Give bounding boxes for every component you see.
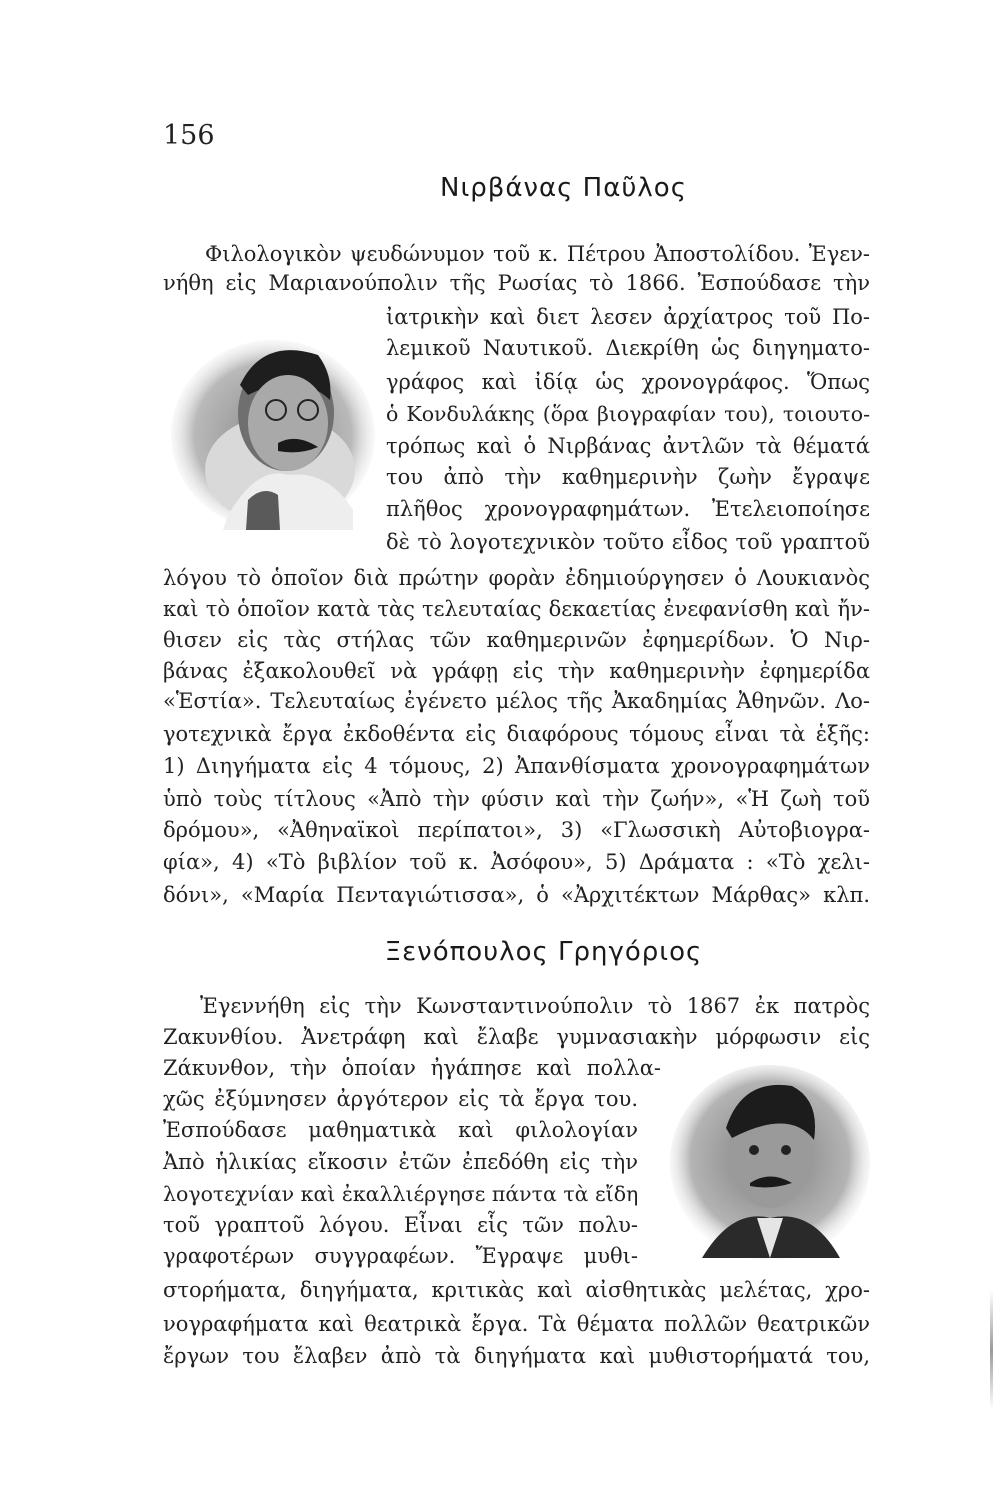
page-number: 156 <box>163 120 215 151</box>
paragraph-line: Ἀπὸ ἡλικίας εἴκοσιν ἐτῶν ἐπεδόθη εἰς τὴν <box>163 1150 638 1174</box>
portrait-nirvanas <box>168 325 378 535</box>
paragraph-line: δρόμου», «Ἀθηναϊκοὶ περίπατοι», 3) «Γλωσσικὴ Αὐτοβιογρα- <box>163 818 870 842</box>
paragraph-line: Ζάκυνθον, τὴν ὁποίαν ἠγάπησε καὶ πολλα- <box>163 1056 661 1080</box>
paragraph-line: βάνας ἐξακολουθεῖ νὰ γράφῃ εἰς τὴν καθημερινὴν ἐφημερίδα <box>163 659 870 683</box>
paragraph-line: λογοτεχνίαν καὶ ἐκαλλιέργησε πάντα τὰ εἴδη <box>163 1182 639 1206</box>
paragraph-line: νήθη εἰς Μαριανούπολιν τῆς Ρωσίας τὸ 1866. Ἐσπούδασε τὴν <box>163 271 870 295</box>
paragraph-line: ἰατρικὴν καὶ διετ λεσεν ἀρχίατρος τοῦ Πο- <box>386 305 870 329</box>
paragraph-line: λόγου τὸ ὁποῖον διὰ πρώτην φορὰν ἐδημιούργησεν ὁ Λουκιανὸς <box>163 566 870 590</box>
paragraph-line: γράφος καὶ ἰδίᾳ ὡς χρονογράφος. Ὅπως <box>386 370 870 394</box>
paragraph-line: 1) Διηγήματα εἰς 4 τόμους, 2) Ἀπανθίσματα χρονογραφημάτων <box>163 754 870 778</box>
paragraph-line: θισεν εἰς τὰς στήλας τῶν καθημερινῶν ἐφημερίδων. Ὁ Νιρ- <box>163 628 870 652</box>
paragraph-line: χῶς ἐξύμνησεν ἀργότερον εἰς τὰ ἔργα του. <box>163 1087 638 1111</box>
paragraph-line: γραφοτέρων συγγραφέων. Ἔγραψε μυθι- <box>163 1244 638 1268</box>
paragraph-line: δὲ τὸ λογοτεχνικὸν τοῦτο εἶδος τοῦ γραπτοῦ <box>386 530 870 554</box>
paragraph-line: ἔργων του ἔλαβεν ἀπὸ τὰ διηγήματα καὶ μυθιστορήματά του, <box>163 1344 870 1368</box>
paragraph-line: γοτεχνικὰ ἔργα ἐκδοθέντα εἰς διαφόρους τόμους εἶναι τὰ ἑξῆς: <box>163 722 870 746</box>
scan-edge-mark <box>990 1290 993 1410</box>
paragraph-line: τρόπως καὶ ὁ Νιρβάνας ἀντλῶν τὰ θέματά <box>386 434 870 458</box>
paragraph-line: φία», 4) «Τὸ βιβλίον τοῦ κ. Ἀσόφου», 5) Δράματα : «Τὸ χελι- <box>163 850 870 874</box>
heading-nirvanas: Νιρβάνας Παῦλος <box>440 173 687 203</box>
heading-xenopoulos: Ξενόπουλος Γρηγόριος <box>384 937 703 967</box>
paragraph-line: νογραφήματα καὶ θεατρικὰ ἔργα. Τὰ θέματα πολλῶν θεατρικῶν <box>163 1312 870 1336</box>
paragraph-line: Φιλολογικὸν ψευδώνυμον τοῦ κ. Πέτρου Ἀποστολίδου. Ἐγεν- <box>205 242 870 266</box>
paragraph-line: «Ἑστία». Τελευταίως ἐγένετο μέλος τῆς Ἀκαδημίας Ἀθηνῶν. Λο- <box>163 689 870 713</box>
paragraph-line: του ἀπὸ τὴν καθημερινὴν ζωὴν ἔγραψε <box>386 465 870 489</box>
paragraph-line: τοῦ γραπτοῦ λόγου. Εἶναι εἷς τῶν πολυ- <box>163 1213 638 1237</box>
paragraph-line: λεμικοῦ Ναυτικοῦ. Διεκρίθη ὡς διηγηματο- <box>386 336 870 360</box>
paragraph-line: πλῆθος χρονογραφημάτων. Ἐτελειοποίησε <box>386 497 870 521</box>
paragraph-line: στορήματα, διηγήματα, κριτικὰς καὶ αἰσθητικὰς μελέτας, χρο- <box>163 1278 870 1302</box>
paragraph-line: δόνι», «Μαρία Πενταγιώτισσα», ὁ «Ἀρχιτέκτων Μάρθας» κλπ. <box>163 883 870 907</box>
portrait-xenopoulos <box>662 1058 872 1268</box>
paragraph-line: ὑπὸ τοὺς τίτλους «Ἀπὸ τὴν φύσιν καὶ τὴν ζωήν», «Ἡ ζωὴ τοῦ <box>163 787 870 811</box>
paragraph-line: Ἐγεννήθη εἰς τὴν Κωνσταντινούπολιν τὸ 1867 ἐκ πατρὸς <box>200 994 870 1018</box>
paragraph-line: Ἐσπούδασε μαθηματικὰ καὶ φιλολογίαν <box>163 1118 638 1142</box>
paragraph-line: καὶ τὸ ὁποῖον κατὰ τὰς τελευταίας δεκαετίας ἐνεφανίσθη καὶ ἤν- <box>163 597 870 621</box>
paragraph-line: Ζακυνθίου. Ἀνετράφη καὶ ἔλαβε γυμνασιακὴν μόρφωσιν εἰς <box>163 1025 870 1049</box>
paragraph-line: ὁ Κονδυλάκης (ὅρα βιογραφίαν του), τοιουτο- <box>386 402 870 426</box>
